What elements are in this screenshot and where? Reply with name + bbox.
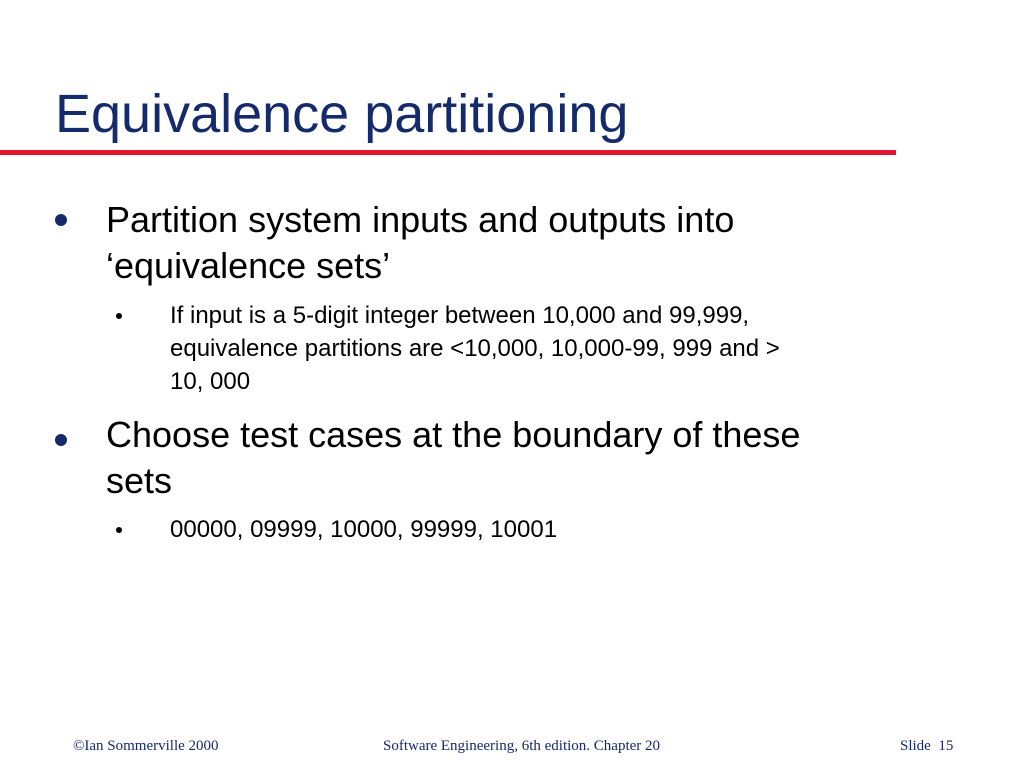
footer-copyright: ©Ian Sommerville 2000	[73, 738, 219, 754]
bullet-1-sub-line-1: If input is a 5-digit integer between 10,000 and 99,999,	[170, 302, 750, 329]
slide-title: Equivalence partitioning	[55, 84, 629, 144]
bullet-1-sub-line-2: equivalence partitions are <10,000, 10,000-99, 999 and >	[170, 335, 780, 362]
title-underline	[0, 150, 896, 155]
bullet-dot-icon	[55, 434, 67, 446]
bullet-1-sub-line-3: 10, 000	[170, 368, 251, 395]
sub-bullet-dot-icon	[116, 313, 122, 319]
footer-book-title: Software Engineering, 6th edition. Chapter 20	[383, 738, 661, 754]
bullet-2-sub-text	[170, 513, 910, 546]
footer-slide-value: 15	[938, 738, 954, 754]
bullet-1-line-2: ‘equivalence sets’	[106, 245, 391, 286]
bullet-1-line-1: Partition system inputs and outputs into	[106, 199, 735, 240]
bullet-dot-icon	[55, 214, 67, 226]
footer-slide-number	[900, 736, 953, 756]
bullet-2-line-1: Choose test cases at the boundary of these	[106, 414, 801, 455]
sub-bullet-dot-icon	[116, 527, 122, 533]
bullet-2-text	[106, 412, 896, 504]
bullet-2-sub-line-1: 00000, 09999, 10000, 99999, 10001	[170, 516, 558, 543]
bullet-1-text	[106, 197, 896, 289]
bullet-2-line-2: sets	[106, 460, 173, 501]
footer-slide-label: Slide	[900, 738, 931, 754]
bullet-1-sub-text	[170, 299, 910, 398]
